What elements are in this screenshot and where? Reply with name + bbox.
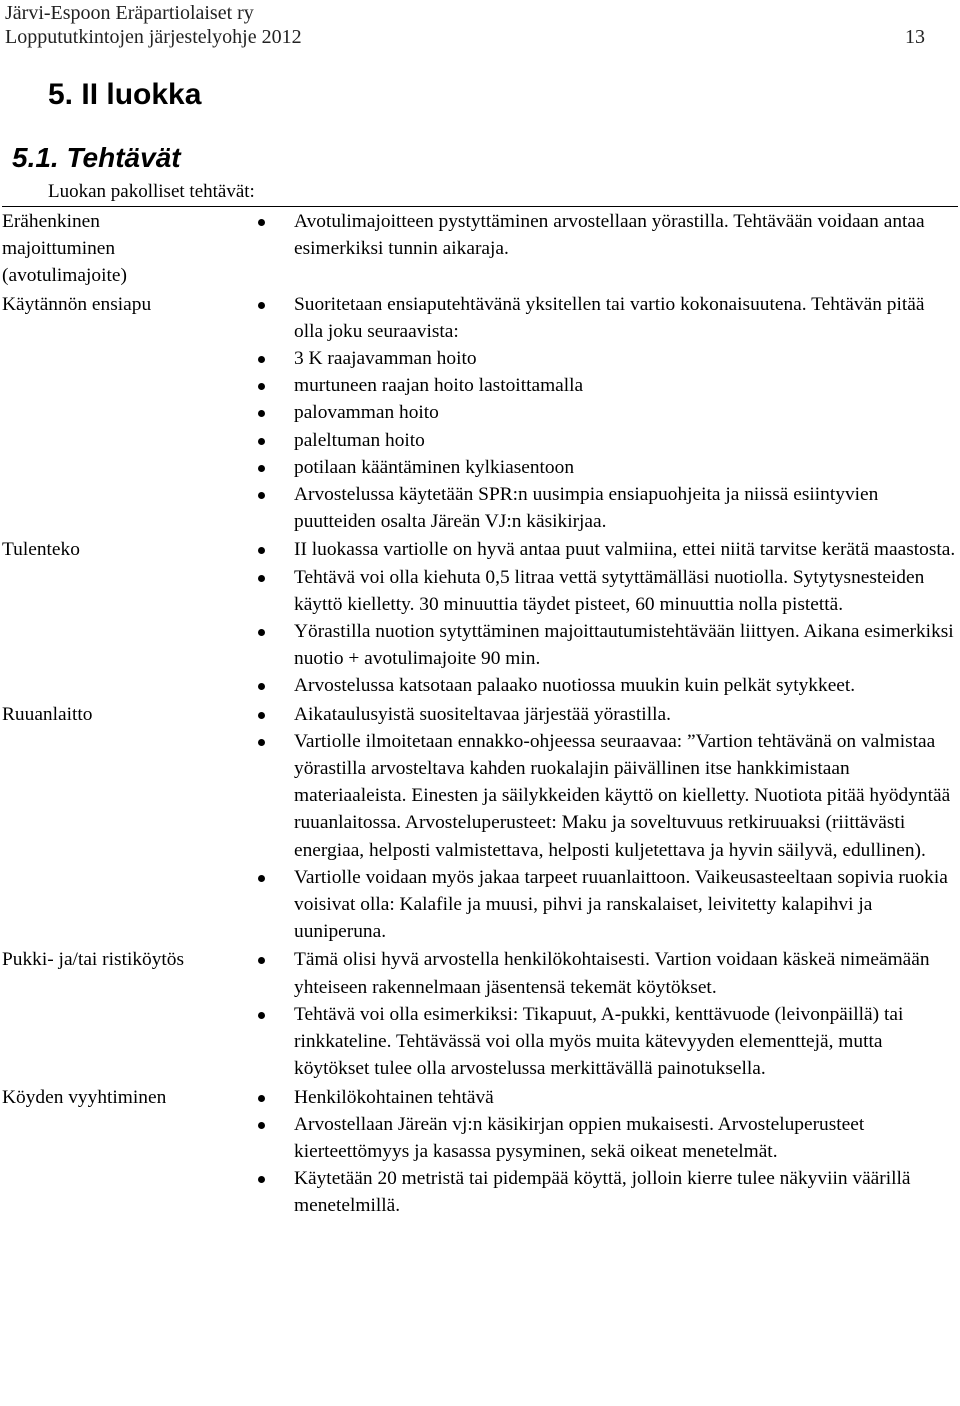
bullet-list xyxy=(246,1084,958,1220)
page-number: 13 xyxy=(905,26,925,48)
list-item-text: Käytetään 20 metristä tai pidempää köyttä, jolloin kierre tulee näkyviin väärillä menetelmillä. xyxy=(294,1168,911,1217)
list-item-text: Vartiolle ilmoitetaan ennakko-ohjeessa seuraavaa: ”Vartion tehtävänä on valmistaa yörastilla arvosteltava kahden ruokalajin päivällinen itse hankkimistaan materiaaleista. Einesten ja säilykkeiden käyttö on kielletty. Nuotiota pitää hyödyntää ruuanlaitossa. Arvosteluperusteet: Maku ja soveltuvuus retkiruuaksi (riittävästi energiaa, helposti valmistettava, helposti kuljetettava ja hyvin säilyvä, edullinen). xyxy=(294,730,951,861)
list-item-text: Arvostelussa katsotaan palaako nuotiossa muukin kuin pelkät sytykkeet. xyxy=(294,675,856,697)
header-organization: Järvi-Espoon Eräpartiolaiset ry xyxy=(5,2,254,24)
task-row xyxy=(2,207,958,290)
task-row xyxy=(2,290,958,536)
intro-text: Luokan pakolliset tehtävät: xyxy=(48,181,255,202)
bullet-icon xyxy=(258,547,265,554)
bullet-icon xyxy=(258,219,265,226)
task-name: Käytännön ensiapu xyxy=(2,293,152,315)
task-description xyxy=(246,207,958,290)
list-item-text: Tämä olisi hyvä arvostella henkilökohtaisesti. Vartion voidaan käskeä nimeämään yhteiseen rakennelmaan jäsentensä tekemät köytökset. xyxy=(294,949,930,998)
task-description xyxy=(246,535,958,699)
list-item xyxy=(246,481,958,535)
list-item xyxy=(246,291,958,345)
bullet-list xyxy=(246,291,958,536)
bullet-icon xyxy=(258,302,265,309)
bullet-list xyxy=(246,536,958,699)
bullet-icon xyxy=(258,356,265,363)
list-item xyxy=(246,1001,958,1083)
list-item-text: Arvostelussa käytetään SPR:n uusimpia ensiapuohjeita ja niissä esiintyvien puutteiden osalta Järeän VJ:n käsikirjaa. xyxy=(294,484,879,533)
list-item xyxy=(246,536,958,563)
task-name: Köyden vyyhtiminen xyxy=(2,1086,167,1108)
list-item xyxy=(246,399,958,426)
list-item xyxy=(246,864,958,946)
bullet-icon xyxy=(258,410,265,417)
list-item xyxy=(246,454,958,481)
header-document-title: Loppututkintojen järjestelyohje 2012 xyxy=(5,26,302,48)
bullet-icon xyxy=(258,465,265,472)
bullet-icon xyxy=(258,383,265,390)
task-name: Ruuanlaitto xyxy=(2,703,93,725)
list-item xyxy=(246,208,958,262)
list-item-text: Tehtävä voi olla kiehuta 0,5 litraa vettä sytyttämälläsi nuotiolla. Sytytysnesteiden käyttö kielletty. 30 minuuttia täydet pisteet, 60 minuuttia nolla pistettä. xyxy=(294,566,925,615)
list-item-text: Avotulimajoitteen pystyttäminen arvostellaan yörastilla. Tehtävään voidaan antaa esimerkiksi tunnin aikaraja. xyxy=(294,211,925,260)
list-item xyxy=(246,1111,958,1165)
task-name: Tulenteko xyxy=(2,539,80,561)
bullet-icon xyxy=(258,957,265,964)
list-item-text: potilaan kääntäminen kylkiasentoon xyxy=(294,456,575,478)
bullet-icon xyxy=(258,438,265,445)
bullet-icon xyxy=(258,683,265,690)
list-item xyxy=(246,427,958,454)
list-item-text: II luokassa vartiolle on hyvä antaa puut valmiina, ettei niitä tarvitse kerätä maastosta. xyxy=(294,539,956,561)
list-item-text: Aikataulusyistä suositeltavaa järjestää yörastilla. xyxy=(294,703,671,725)
list-item-text: Yörastilla nuotion sytyttäminen majoittautumistehtävään liittyen. Aikana esimerkiksi nuotio + avotulimajoite 90 min. xyxy=(294,621,954,670)
task-row xyxy=(2,535,958,699)
list-item-text: paleltuman hoito xyxy=(294,429,425,451)
bullet-icon xyxy=(258,875,265,882)
list-item xyxy=(246,728,958,864)
list-item xyxy=(246,618,958,672)
tasks-table xyxy=(2,206,958,1220)
task-description xyxy=(246,700,958,946)
bullet-icon xyxy=(258,629,265,636)
task-row xyxy=(2,945,958,1082)
list-item xyxy=(246,372,958,399)
bullet-icon xyxy=(258,1176,265,1183)
list-item-text: Henkilökohtainen tehtävä xyxy=(294,1086,494,1108)
list-item xyxy=(246,1165,958,1219)
bullet-icon xyxy=(258,492,265,499)
list-item xyxy=(246,1084,958,1111)
list-item-text: palovamman hoito xyxy=(294,402,439,424)
section-subtitle: 5.1. Tehtävät xyxy=(12,142,181,173)
bullet-list xyxy=(246,701,958,946)
bullet-list xyxy=(246,946,958,1082)
task-name: Erähenkinen majoittuminen (avotulimajoite) xyxy=(2,207,246,290)
list-item-text: Vartiolle voidaan myös jakaa tarpeet ruuanlaittoon. Vaikeusasteeltaan sopivia ruokia voisivat olla: Kalafile ja muusi, pihvi ja ranskalaiset, leivitetty kalapihvi ja uuniperuna. xyxy=(294,866,948,943)
list-item xyxy=(246,701,958,728)
task-row xyxy=(2,1083,958,1220)
task-row xyxy=(2,700,958,946)
task-name: Pukki- ja/tai ristiköytös xyxy=(2,949,185,971)
bullet-icon xyxy=(258,1095,265,1102)
list-item-text: Arvostellaan Järeän vj:n käsikirjan oppien mukaisesti. Arvosteluperusteet kierteettömyys ja kasassa pysyminen, sekä oikeat menetelmät. xyxy=(294,1113,865,1162)
list-item-text: Tehtävä voi olla esimerkiksi: Tikapuut, A-pukki, kenttävuode (leivonpäillä) tai rinkkateline. Tehtävässä voi olla myös muita kätevyyden elementtejä, mutta köytökset tulee olla arvostelussa merkittävällä painotuksella. xyxy=(294,1003,904,1080)
list-item xyxy=(246,345,958,372)
task-description xyxy=(246,290,958,536)
section-title: 5. II luokka xyxy=(48,78,202,111)
list-item xyxy=(246,946,958,1000)
task-description xyxy=(246,945,958,1082)
list-item xyxy=(246,564,958,618)
bullet-icon xyxy=(258,1122,265,1129)
bullet-icon xyxy=(258,739,265,746)
bullet-list xyxy=(246,208,958,262)
list-item-text: murtuneen raajan hoito lastoittamalla xyxy=(294,375,584,397)
list-item xyxy=(246,672,958,699)
list-item-text: 3 K raajavamman hoito xyxy=(294,348,477,370)
bullet-icon xyxy=(258,575,265,582)
list-item-text: Suoritetaan ensiaputehtävänä yksitellen tai vartio kokonaisuutena. Tehtävän pitää olla joku seuraavista: xyxy=(294,293,925,342)
bullet-icon xyxy=(258,1012,265,1019)
bullet-icon xyxy=(258,712,265,719)
task-description xyxy=(246,1083,958,1220)
